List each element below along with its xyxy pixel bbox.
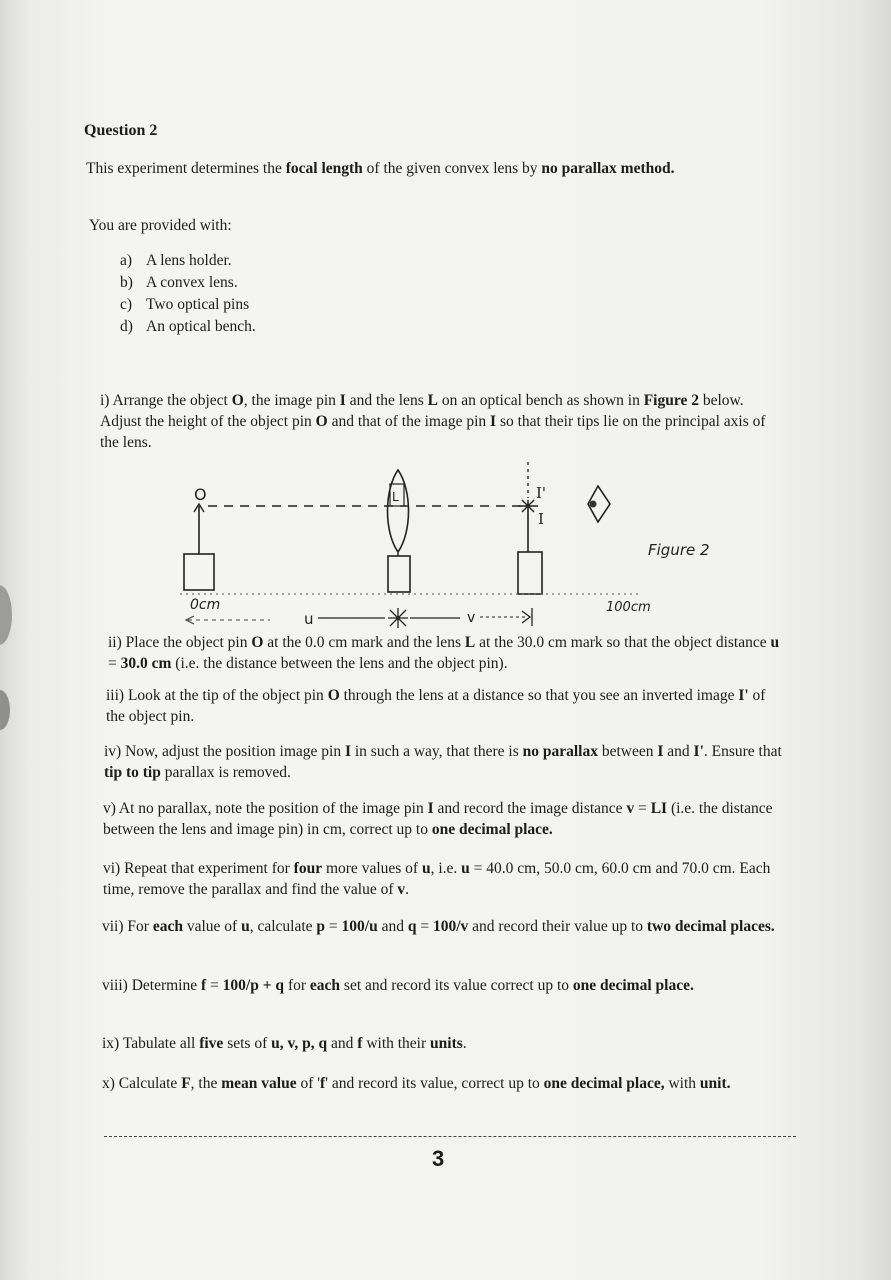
image-prime-label: I': [536, 484, 547, 502]
materials-list: [120, 250, 256, 338]
edge-shadow: [0, 585, 12, 645]
image-pin: [518, 462, 546, 594]
intro-text: This experiment determines the focal length of the given convex lens by no parallax method.: [86, 160, 675, 177]
step-4: iv) Now, adjust the position image pin I in such a way, that there is no parallax between I and I'. Ensure that tip to tip parallax is removed.: [104, 743, 782, 781]
step-5: v) At no parallax, note the position of the image pin I and record the image distance v = LI (i.e. the distance between the lens and image pin) in cm, correct up to one decimal place.: [103, 800, 773, 838]
start-mark: 0cm: [190, 597, 221, 613]
list-item: b) A convex lens.: [120, 274, 238, 291]
lens-stand: [388, 556, 410, 592]
lens: [388, 470, 411, 592]
step-2: ii) Place the object pin O at the 0.0 cm mark and the lens L at the 30.0 cm mark so that the object distance u = 30.0 cm (i.e. the distance between the lens and the object pin).: [108, 634, 780, 672]
u-label: u: [304, 610, 314, 628]
question-heading: Question 2: [84, 122, 158, 139]
step-1: i) Arrange the object O, the image pin I and the lens L on an optical bench as shown in Figure 2 below. Adjust the height of the object pin O and that of the image pin I so that their tips lie on the principal axis of the lens.: [100, 392, 766, 451]
step-6: vi) Repeat that experiment for four more values of u, i.e. u = 40.0 cm, 50.0 cm, 60.0 cm and 70.0 cm. Each time, remove the parallax and find the value of v.: [103, 860, 771, 898]
convex-lens-shape: [388, 470, 409, 552]
list-item: a) A lens holder.: [120, 252, 232, 269]
step-3: iii) Look at the tip of the object pin O through the lens at a distance so that you see an inverted image I' of the object pin.: [106, 687, 766, 725]
step-9: ix) Tabulate all five sets of u, v, p, q and f with their units.: [102, 1035, 467, 1052]
figure-caption: Figure 2: [648, 541, 710, 559]
eye-pupil: [590, 501, 597, 508]
image-stand: [518, 552, 542, 594]
object-pin: [184, 485, 214, 590]
optical-bench-diagram: [170, 460, 740, 635]
object-stand: [184, 554, 214, 590]
lens-label: L: [392, 490, 399, 504]
step-7: vii) For each value of u, calculate p = 100/u and q = 100/v and record their value up to two decimal places.: [102, 918, 775, 935]
lens-position-star-icon: [388, 608, 408, 628]
edge-shadow: [0, 690, 10, 730]
list-item: d) An optical bench.: [120, 318, 256, 335]
page-number: 3: [432, 1146, 445, 1171]
end-mark: 100cm: [606, 600, 651, 615]
page-separator: [104, 1136, 796, 1137]
provided-label: You are provided with:: [89, 217, 232, 234]
step-8: viii) Determine f = 100/p + q for each set and record its value correct up to one decimal place.: [102, 977, 694, 994]
object-label: O: [194, 485, 207, 504]
image-label: I: [538, 510, 544, 528]
step-10: x) Calculate F, the mean value of 'f' and record its value, correct up to one decimal place, with unit.: [102, 1075, 731, 1092]
v-label: v: [467, 610, 476, 626]
figure-2: [170, 460, 740, 635]
list-item: c) Two optical pins: [120, 296, 250, 313]
